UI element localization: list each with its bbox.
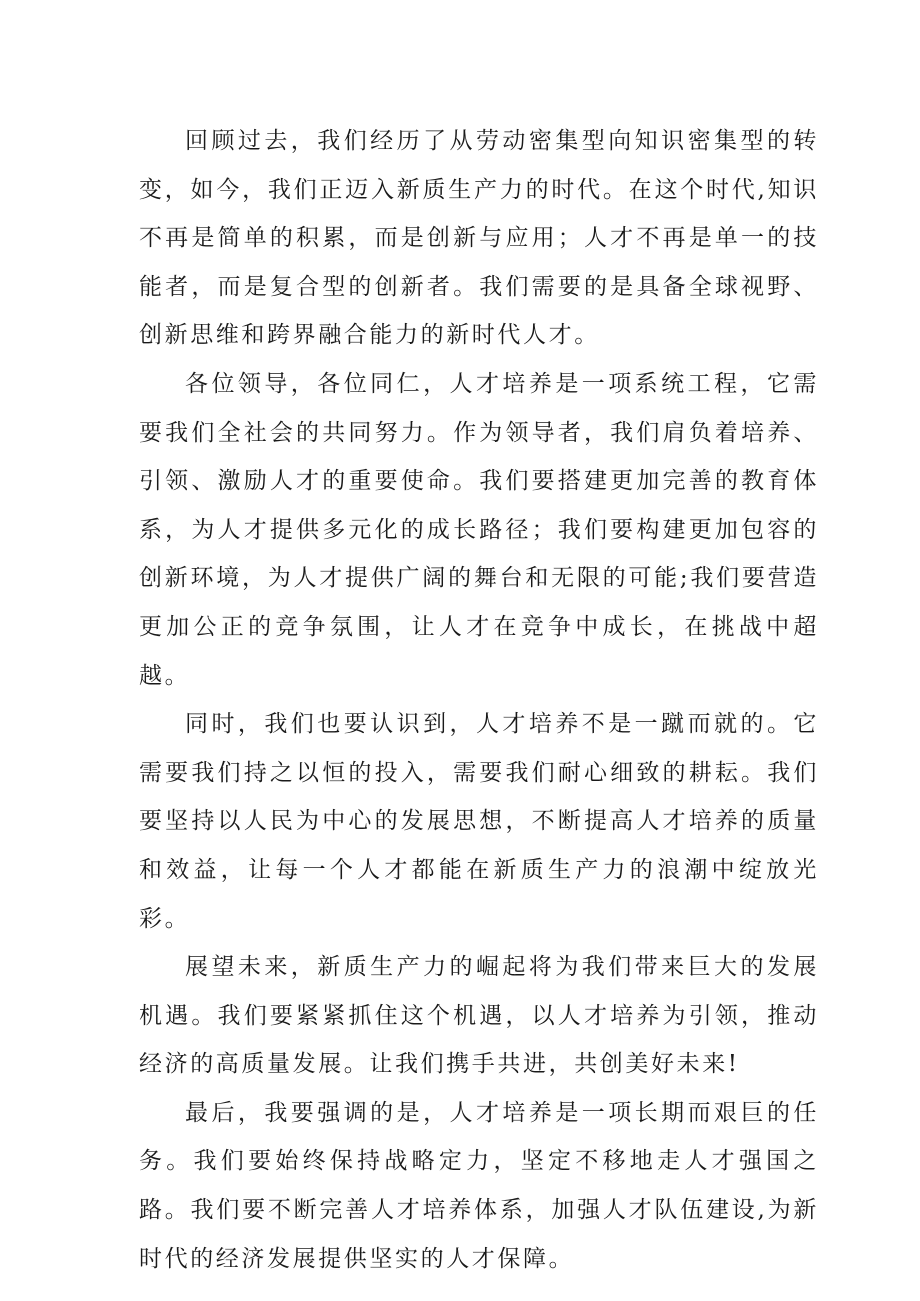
- paragraph-meanwhile: 同时，我们也要认识到，人才培养不是一蹴而就的。它需要我们持之以恒的投入，需要我们耐心细致的耕耘。我们要坚持以人民为中心的发展思想，不断提高人才培养的质量和效益，让每一个人才都能在新质生产力的浪潮中绽放光彩。: [139, 711, 819, 932]
- document-body: [139, 117, 819, 1283]
- paragraph-finally: 最后，我要强调的是，人才培养是一项长期而艰巨的任务。我们要始终保持战略定力，坚定不移地走人才强国之路。我们要不断完善人才培养体系，加强人才队伍建设,为新时代的经济发展提供坚实的人才保障。: [139, 1099, 819, 1272]
- paragraph-leaders-colleagues: 各位领导，各位同仁，人才培养是一项系统工程，它需要我们全社会的共同努力。作为领导者，我们肩负着培养、引领、激励人才的重要使命。我们要搭建更加完善的教育体系，为人才提供多元化的成长路径；我们要构建更加包容的创新环境，为人才提供广阔的舞台和无限的可能;我们要营造更加公正的竞争氛围，让人才在竞争中成长，在挑战中超越。: [139, 370, 819, 689]
- paragraph-outlook: 展望未来，新质生产力的崛起将为我们带来巨大的发展机遇。我们要紧紧抓住这个机遇，以人才培养为引领，推动经济的高质量发展。让我们携手共进，共创美好未来!: [139, 954, 819, 1078]
- paragraph-review-past: 回顾过去，我们经历了从劳动密集型向知识密集型的转变，如今，我们正迈入新质生产力的时代。在这个时代,知识不再是简单的积累，而是创新与应用；人才不再是单一的技能者，而是复合型的创新者。我们需要的是具备全球视野、创新思维和跨界融合能力的新时代人才。: [139, 128, 819, 349]
